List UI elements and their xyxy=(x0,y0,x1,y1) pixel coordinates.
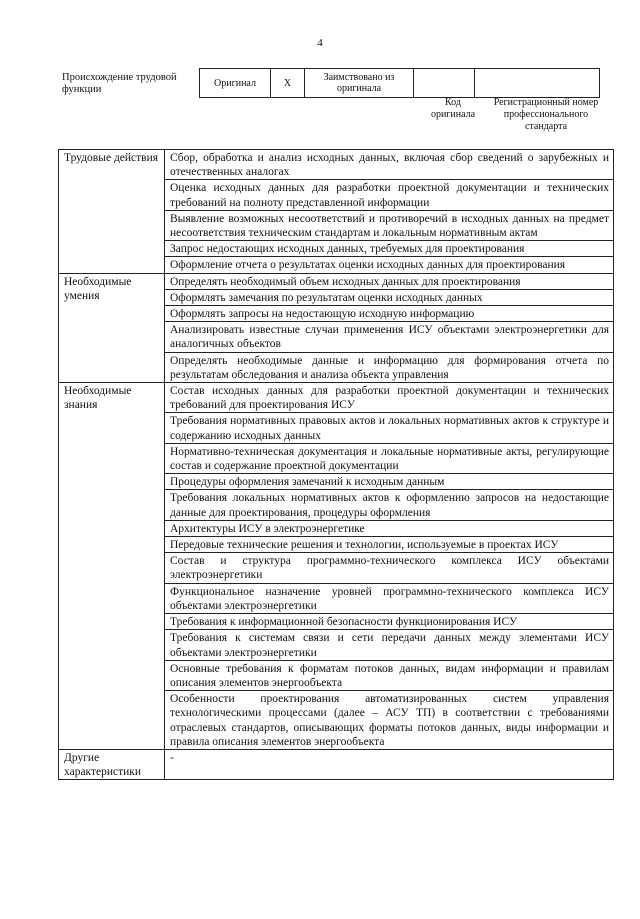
reg-number-caption: Регистрационный номер профессионального стандарта xyxy=(493,97,599,132)
section-item: Оформлять замечания по результатам оценки исходных данных xyxy=(165,289,614,305)
labor-function-table xyxy=(58,149,614,780)
table-row xyxy=(59,273,614,289)
section-item: Требования к информационной безопасности функционирования ИСУ xyxy=(165,614,614,630)
reg-number-cell xyxy=(475,69,600,98)
original-cell: Оригинал xyxy=(200,69,271,98)
page-number: 4 xyxy=(317,37,323,49)
section-item: Сбор, обработка и анализ исходных данных, включая сбор сведений о зарубежных и отечественных аналогах xyxy=(165,150,614,180)
section-item: Определять необходимые данные и информацию для формирования отчета по результатам обследования и анализа объекта управления xyxy=(165,352,614,382)
borrowed-cell: Заимствовано из оригинала xyxy=(305,69,414,98)
section-item: Оформлять запросы на недостающую исходную информацию xyxy=(165,306,614,322)
section-item: Нормативно-техническая документация и локальные нормативные акты, регулирующие состав и содержание проектной документации xyxy=(165,443,614,473)
original-mark: X xyxy=(271,69,305,98)
section-item: Оформление отчета о результатах оценки исходных данных для проектирования xyxy=(165,257,614,273)
table-row xyxy=(59,150,614,180)
section-item: - xyxy=(165,749,614,779)
section-item: Определять необходимый объем исходных данных для проектирования xyxy=(165,273,614,289)
section-title: Другие характеристики xyxy=(59,749,165,779)
section-item: Основные требования к форматам потоков данных, видам информации и правилам описания элементов энергообъекта xyxy=(165,660,614,690)
table-row xyxy=(59,749,614,779)
section-item: Передовые технические решения и технологии, используемые в проектах ИСУ xyxy=(165,537,614,553)
section-item: Архитектуры ИСУ в электроэнергетике xyxy=(165,520,614,536)
origin-label: Происхождение трудовой функции xyxy=(62,72,177,95)
section-title: Необходимые знания xyxy=(59,383,165,750)
section-title: Трудовые действия xyxy=(59,150,165,274)
section-item: Требования нормативных правовых актов и локальных нормативных актов к структуре и содержанию исходных данных xyxy=(165,413,614,443)
section-item: Оценка исходных данных для разработки проектной документации и технических требований на полноту представленной информации xyxy=(165,180,614,210)
section-item: Функциональное назначение уровней программно-технического комплекса ИСУ объектами электроэнергетики xyxy=(165,583,614,613)
section-item: Запрос недостающих исходных данных, требуемых для проектирования xyxy=(165,241,614,257)
section-item: Выявление возможных несоответствий и противоречий в исходных данных на предмет несоответствия техническим стандартам и локальным нормативным актам xyxy=(165,210,614,240)
section-item: Требования локальных нормативных актов к оформлению запросов на недостающие данные для проектирования, процедуры оформления xyxy=(165,490,614,520)
section-item: Особенности проектирования автоматизированных систем управления технологическими процессами (далее – АСУ ТП) в соответствии с требованиями отраслевых стандартов, описывающих форматы потоков данных, виды информации и правила описания элементов энергообъекта xyxy=(165,691,614,750)
section-item: Требования к системам связи и сети передачи данных между элементами ИСУ объектами электроэнергетики xyxy=(165,630,614,660)
code-cell xyxy=(414,69,475,98)
origin-table xyxy=(199,68,600,98)
section-item: Анализировать известные случаи применения ИСУ объектами электроэнергетики для аналогичных объектов xyxy=(165,322,614,352)
code-caption: Код оригинала xyxy=(430,97,476,120)
table-row xyxy=(59,383,614,413)
section-item: Состав и структура программно-технического комплекса ИСУ объектами электроэнергетики xyxy=(165,553,614,583)
section-title: Необходимые умения xyxy=(59,273,165,382)
section-item: Процедуры оформления замечаний к исходным данным xyxy=(165,474,614,490)
section-item: Состав исходных данных для разработки проектной документации и технических требований для проектирования ИСУ xyxy=(165,383,614,413)
